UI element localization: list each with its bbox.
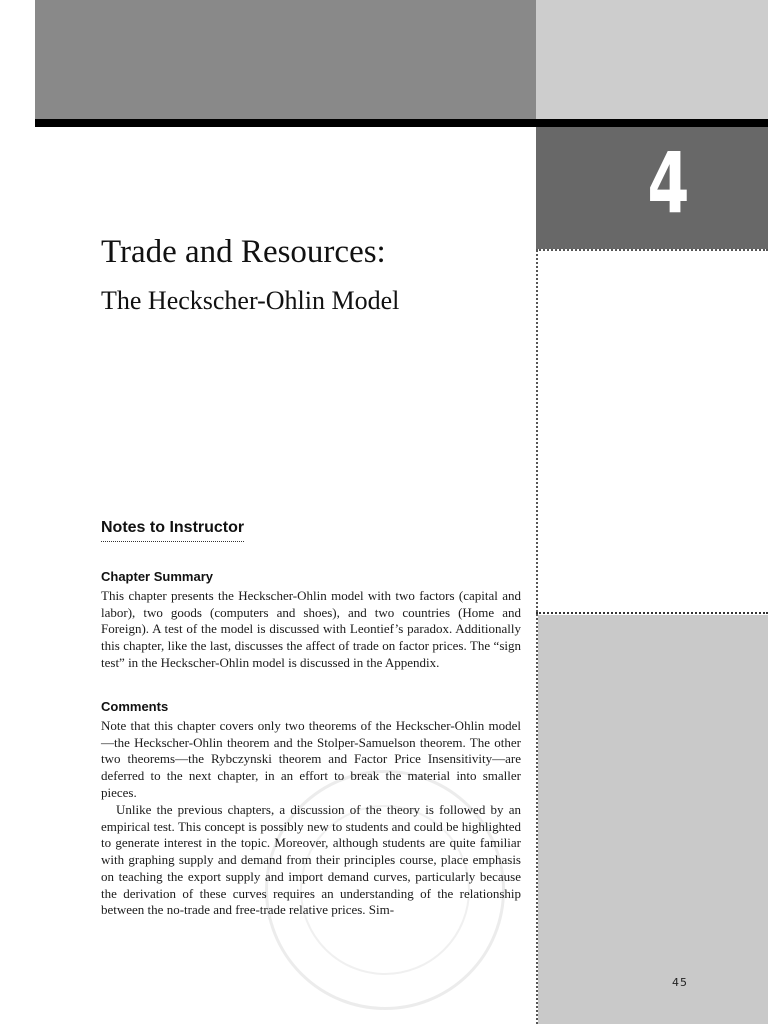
page-number: 45 — [672, 976, 688, 989]
side-panel-divider — [536, 612, 768, 614]
summary-paragraph: This chapter presents the Heckscher-Ohlin model with two factors (capital and labor), two goods (computers and shoes), and two countries (Home and Foreign). A test of the model is discussed with Leontief’s paradox. Additionally this chapter, like the last, discusses the affect of trade on factor prices. The “sign test” in the Heckscher-Ohlin model is discussed in the Appendix. — [101, 588, 521, 670]
side-panel-top-dotted-rule — [536, 249, 768, 251]
chapter-subtitle: The Heckscher-Ohlin Model — [101, 286, 400, 315]
comments-heading: Comments — [101, 699, 169, 714]
summary-heading: Chapter Summary — [101, 569, 213, 584]
header-band-dark — [35, 0, 536, 119]
comments-paragraph-1: Note that this chapter covers only two theorems of the Heckscher-Ohlin model—the Heckscher-Ohlin theorem and the Stolper-Samuelson theorem. The other two theorems—the Rybczynski theorem and Factor Price Insensitivity—are deferred to the next chapter, in an effort to break the material into smaller pieces. — [101, 718, 521, 800]
header-band-light — [536, 0, 768, 119]
notes-heading: Notes to Instructor — [101, 519, 244, 542]
chapter-title: Trade and Resources: — [101, 234, 386, 270]
side-panel-grey — [538, 615, 768, 1024]
comments-paragraph-2: Unlike the previous chapters, a discussion of the theory is followed by an empirical test. This concept is possibly new to students and could be highlighted to generate interest in the topic. Moreover, although students are quite familiar with graphing supply and demand from their principles course, place emphasis on teaching the export supply and import demand curves, particularly because the derivation of these curves requires an understanding of the relationship between the no-trade and free-trade relative prices. Sim- — [101, 802, 521, 918]
chapter-number: 4 — [647, 134, 690, 232]
header-rule — [35, 119, 768, 127]
chapter-number-box — [536, 127, 768, 249]
